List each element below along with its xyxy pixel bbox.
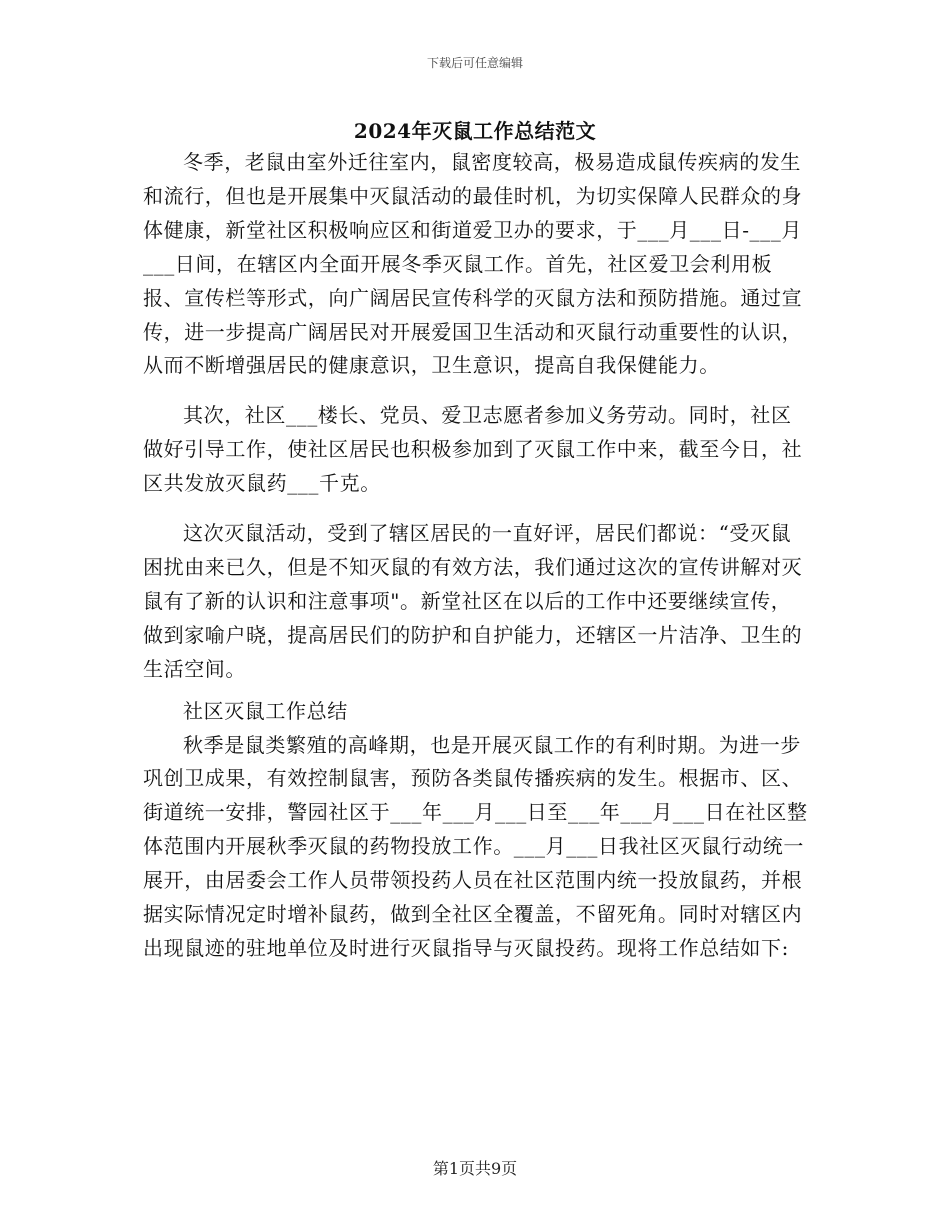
- paragraph-feedback: 这次灭鼠活动，受到了辖区居民的一直好评，居民们都说：“受灭鼠困扰由来已久，但是不知灭鼠的有效方法，我们通过这次的宣传讲解对灭鼠有了新的认识和注意事项"。新堂社区在以后的工作中还要继续宣传，做到家喻户晓，提高居民们的防护和自护能力，还辖区一片洁净、卫生的生活空间。: [143, 521, 803, 681]
- paragraph-volunteers: 其次，社区___楼长、党员、爱卫志愿者参加义务劳动。同时，社区做好引导工作，使社区居民也积极参加到了灭鼠工作中来，截至今日，社区共发放灭鼠药___千克。: [143, 403, 803, 496]
- document-title: 2024年灭鼠工作总结范文: [353, 119, 597, 143]
- page-number: 第1页共9页: [432, 1159, 518, 1178]
- paragraph-winter-campaign: 冬季，老鼠由室外迁往室内，鼠密度较高，极易造成鼠传疾病的发生和流行，但也是开展集中灭鼠活动的最佳时机，为切实保障人民群众的身体健康，新堂社区积极响应区和街道爱卫办的要求，于___月___日-___月___日间，在辖区内全面开展冬季灭鼠工作。首先，社区爱卫会利用板报、宣传栏等形式，向广阔居民宣传科学的灭鼠方法和预防措施。通过宣传，进一步提高广阔居民对开展爱国卫生活动和灭鼠行动重要性的认识，从而不断增强居民的健康意识，卫生意识，提高自我保健能力。: [143, 150, 803, 378]
- section-heading: 社区灭鼠工作总结: [183, 698, 348, 723]
- document-body: [143, 146, 808, 966]
- paragraph-autumn-campaign: 秋季是鼠类繁殖的高峰期，也是开展灭鼠工作的有利时期。为进一步巩创卫成果，有效控制鼠害，预防各类鼠传播疾病的发生。根据市、区、街道统一安排，警园社区于___年___月___日至___年___月___日在社区整体范围内开展秋季灭鼠的药物投放工作。___月___日我社区灭鼠行动统一展开，由居委会工作人员带领投药人员在社区范围内统一投放鼠药，并根据实际情况定时增补鼠药，做到全社区全覆盖，不留死角。同时对辖区内出现鼠迹的驻地单位及时进行灭鼠指导与灭鼠投药。现将工作总结如下:: [143, 732, 808, 960]
- header-note: 下载后可任意编辑: [426, 56, 523, 70]
